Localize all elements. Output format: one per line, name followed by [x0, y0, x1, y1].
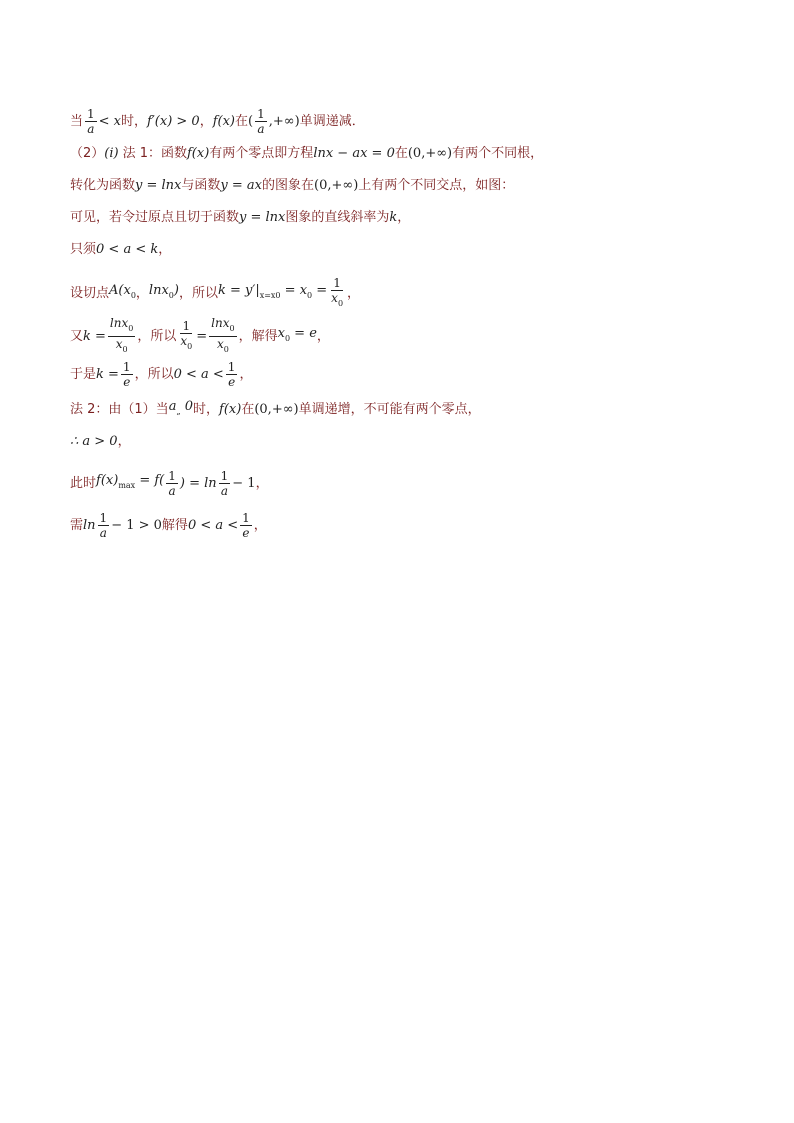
- line-6: [70, 276, 360, 311]
- line-7: [70, 316, 330, 357]
- subscript: „: [176, 407, 181, 416]
- numerator: [108, 316, 135, 337]
- math: f(x): [219, 401, 242, 417]
- math-part: k = y′|: [217, 283, 260, 298]
- math: lnx − ax = 0: [313, 146, 395, 161]
- math: (0,+∞): [314, 178, 359, 193]
- denominator: a: [87, 122, 95, 136]
- math: [218, 283, 327, 304]
- subscript: 0: [229, 324, 235, 333]
- math-part: ): [173, 283, 179, 298]
- math: ) = ln: [179, 475, 217, 491]
- denominator: [215, 337, 231, 357]
- text: ，: [347, 285, 361, 301]
- numerator: 1: [122, 360, 131, 374]
- math-part: = x: [280, 283, 308, 298]
- numerator: 1: [87, 107, 95, 121]
- line-8: [70, 360, 252, 389]
- math: (i): [104, 146, 119, 161]
- text: 当: [70, 113, 84, 129]
- math: y = lnx: [239, 210, 286, 225]
- numerator: 1: [99, 511, 108, 525]
- text: 转化为函数: [70, 178, 136, 193]
- text: 只须: [70, 242, 97, 257]
- fraction: [209, 316, 236, 357]
- text: ，解得: [238, 328, 278, 344]
- text: 时，: [121, 113, 148, 129]
- line-12: [70, 511, 267, 540]
- subscript: 0: [168, 291, 174, 300]
- math: (0,+∞): [407, 146, 453, 161]
- line-9: [70, 399, 481, 420]
- text: 需: [70, 517, 84, 533]
- subscript: x=x0: [259, 291, 281, 300]
- text: 上有两个不同交点，如图：: [358, 178, 515, 193]
- math: 0 < a < k: [96, 242, 159, 257]
- subscript: 0: [307, 291, 313, 300]
- line-4: [70, 210, 410, 226]
- text: 有两个不同根，: [452, 146, 544, 161]
- text: 在: [235, 113, 249, 129]
- subscript: 0: [130, 291, 136, 300]
- math: 0 < a <: [173, 366, 224, 382]
- text: （2）: [70, 146, 105, 161]
- numerator: 1: [242, 511, 250, 525]
- math: =: [196, 328, 208, 344]
- subscript: max: [118, 481, 136, 490]
- math-part: f(x): [96, 473, 119, 488]
- math: k =: [96, 366, 119, 382]
- denominator: [178, 334, 194, 354]
- text: 单调递减．: [299, 113, 365, 129]
- fraction: [240, 511, 252, 540]
- fraction: [121, 360, 133, 389]
- math: ,+∞): [268, 113, 300, 129]
- math-part: a: [168, 399, 177, 414]
- numerator: 1: [182, 319, 191, 333]
- denominator: a: [99, 526, 107, 540]
- math: [278, 326, 317, 347]
- line-3: [70, 178, 514, 194]
- line-11: [70, 469, 269, 498]
- text: 解得: [161, 517, 188, 533]
- denominator-text: x: [331, 291, 338, 305]
- text: ，: [239, 366, 253, 382]
- denominator: a: [168, 484, 176, 498]
- fraction: [178, 319, 194, 354]
- text: 在: [394, 146, 408, 161]
- fraction: [226, 360, 238, 389]
- denominator: [329, 291, 345, 311]
- text: ，: [316, 328, 330, 344]
- math: y = lnx: [135, 178, 182, 193]
- line-2: [70, 146, 543, 162]
- text: ，: [135, 285, 149, 301]
- subscript: 0: [187, 342, 193, 351]
- math-part: 0: [180, 399, 194, 414]
- text: 设切点: [70, 285, 110, 301]
- math-part: = e: [290, 326, 317, 341]
- text: ，: [158, 242, 172, 257]
- numerator: 1: [220, 469, 229, 483]
- text: ，所以: [134, 366, 174, 382]
- denominator-text: x: [216, 337, 224, 351]
- text: 法 1：函数: [122, 146, 187, 161]
- math: ln: [83, 517, 96, 533]
- text: 单调递增，不可能有两个零点，: [298, 401, 481, 417]
- math: f′(x) > 0: [147, 113, 200, 129]
- numerator: 1: [333, 276, 341, 290]
- math-part: =: [312, 283, 328, 298]
- text: ，: [117, 434, 131, 449]
- text: 时，: [193, 401, 220, 417]
- text: ，所以: [178, 285, 218, 301]
- text: 的图象在: [262, 178, 315, 193]
- math: 0 < a <: [187, 517, 239, 533]
- math-part: x: [277, 326, 285, 341]
- math: [109, 283, 136, 304]
- denominator-text: x: [180, 334, 188, 348]
- subscript: 0: [122, 345, 128, 354]
- denominator: a: [220, 484, 229, 498]
- fraction: [166, 469, 178, 498]
- denominator-text: x: [115, 337, 123, 351]
- text: ，: [199, 113, 213, 129]
- line-10: [70, 434, 131, 450]
- fraction: [255, 107, 267, 136]
- text: 图象的直线斜率为: [285, 210, 390, 225]
- text: ，: [253, 517, 267, 533]
- fraction: [98, 511, 110, 540]
- math: ∴ a > 0: [70, 434, 118, 449]
- denominator: e: [123, 375, 131, 389]
- text: 又: [70, 328, 84, 344]
- math: [96, 473, 164, 494]
- text: 可见，若令过原点且切于函数: [70, 210, 240, 225]
- text: 与函数: [181, 178, 221, 193]
- numerator: 1: [227, 360, 236, 374]
- text: ，: [397, 210, 411, 225]
- numerator-text: lnx: [109, 316, 129, 330]
- math-part: A(x: [109, 283, 131, 298]
- text: 在: [241, 401, 255, 417]
- numerator: 1: [257, 107, 265, 121]
- math: k: [389, 210, 398, 225]
- math: − 1 > 0: [111, 517, 162, 533]
- subscript: 0: [128, 324, 134, 333]
- line-1: [70, 107, 365, 136]
- math: < x: [98, 113, 122, 129]
- denominator: e: [242, 526, 250, 540]
- math: [169, 399, 193, 420]
- math-part: = f(: [135, 473, 165, 488]
- subscript: 0: [284, 334, 291, 343]
- subscript: 0: [337, 299, 344, 308]
- math: f(x): [187, 146, 210, 161]
- fraction: [85, 107, 97, 136]
- denominator: [114, 337, 130, 357]
- fraction: [219, 469, 231, 498]
- text: 法 2：由（1）当: [70, 401, 169, 417]
- math: [149, 283, 179, 304]
- text: 此时: [70, 475, 97, 491]
- math-part: lnx: [148, 283, 169, 298]
- fraction: [108, 316, 135, 357]
- subscript: 0: [223, 345, 229, 354]
- text: ，所以: [137, 328, 177, 344]
- text: 于是: [70, 366, 97, 382]
- math: (: [248, 113, 254, 129]
- numerator: [209, 316, 236, 337]
- denominator: e: [228, 375, 236, 389]
- math: k =: [83, 328, 106, 344]
- math: − 1: [232, 475, 256, 491]
- denominator: a: [257, 122, 265, 136]
- line-5: [70, 242, 171, 258]
- text: ，: [255, 475, 269, 491]
- numerator: 1: [168, 469, 176, 483]
- text: 有两个零点即方程: [209, 146, 314, 161]
- fraction: [329, 276, 345, 311]
- math: y = ax: [220, 178, 262, 193]
- numerator-text: lnx: [211, 316, 230, 330]
- math: f(x): [212, 113, 236, 129]
- math: (0,+∞): [254, 401, 299, 417]
